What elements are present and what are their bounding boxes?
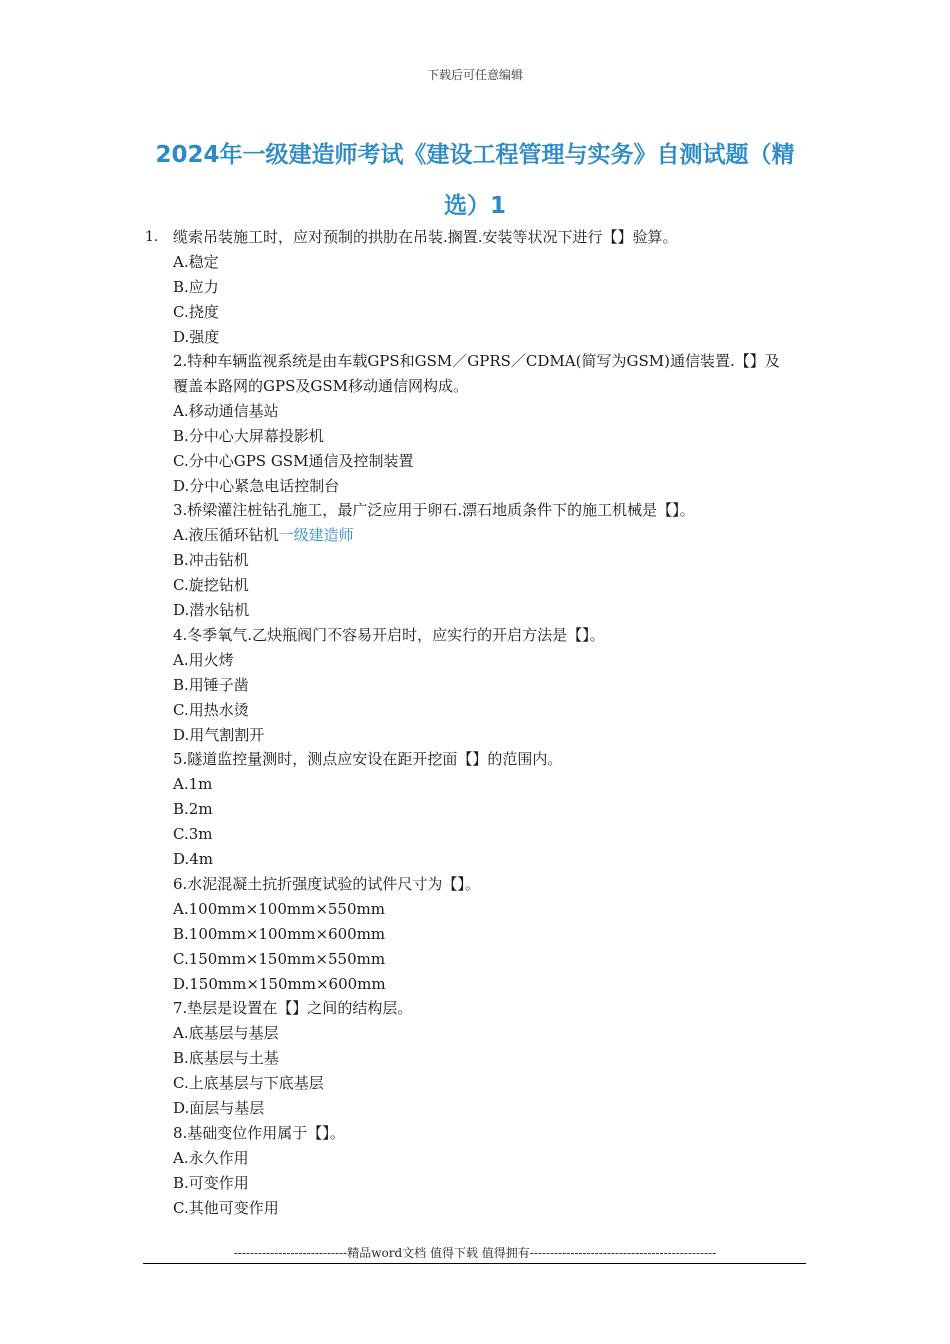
question-8-option-b: B.可变作用 <box>173 1174 249 1192</box>
page-footer-text: ----------------------------精品word文档 值得下载 值得拥有---------------------------------------------- <box>233 1246 717 1260</box>
question-7-option-b: B.底基层与土基 <box>173 1049 279 1067</box>
question-1-option-d: D.强度 <box>173 328 220 346</box>
question-2-option-c: C.分中心GPS GSM通信及控制装置 <box>173 452 414 470</box>
question-1-stem: 缆索吊装施工时，应对预制的拱肋在吊装.搁置.安装等状况下进行【】验算。 <box>173 228 678 246</box>
question-3-option-d: D.潜水钻机 <box>173 601 250 619</box>
question-8-stem: 8.基础变位作用属于【】。 <box>173 1124 345 1142</box>
question-8-option-c: C.其他可变作用 <box>173 1199 279 1217</box>
question-4-stem: 4.冬季氧气.乙炔瓶阀门不容易开启时，应实行的开启方法是【】。 <box>173 626 605 644</box>
question-5-option-b: B.2m <box>173 800 213 818</box>
question-3-option-c: C.旋挖钻机 <box>173 576 249 594</box>
question-5-stem: 5.隧道监控量测时，测点应安设在距开挖面【】的范围内。 <box>173 750 563 768</box>
question-2-option-b: B.分中心大屏幕投影机 <box>173 427 324 445</box>
question-4-option-a: A.用火烤 <box>173 651 234 669</box>
question-1-option-b: B.应力 <box>173 278 219 296</box>
page-header-note: 下载后可任意编辑 <box>426 68 523 82</box>
question-2-option-a: A.移动通信基站 <box>173 402 279 420</box>
question-6-option-c: C.150mm×150mm×550mm <box>173 950 386 968</box>
question-2-option-d: D.分中心紧急电话控制台 <box>173 477 340 495</box>
question-4-option-d: D.用气割割开 <box>173 726 265 744</box>
question-7-stem: 7.垫层是设置在【】之间的结构层。 <box>173 999 413 1017</box>
question-7-option-d: D.面层与基层 <box>173 1099 265 1117</box>
question-1-option-a: A.稳定 <box>173 253 219 271</box>
question-3-option-a-text: A.液压循环钻机 <box>173 526 279 544</box>
question-5-option-c: C.3m <box>173 825 213 843</box>
question-3-stem: 3.桥梁灌注桩钻孔施工，最广泛应用于卵石.漂石地质条件下的施工机械是【】。 <box>173 501 695 519</box>
question-4-option-b: B.用锤子凿 <box>173 676 249 694</box>
question-3-option-a <box>173 523 813 548</box>
question-4-option-c: C.用热水烫 <box>173 701 249 719</box>
document-title <box>140 130 810 232</box>
question-6-stem: 6.水泥混凝土抗折强度试验的试件尺寸为【】。 <box>173 875 480 893</box>
title-line-2: 选）1 <box>443 193 506 219</box>
question-5-option-a: A.1m <box>173 775 213 793</box>
question-5-option-d: D.4m <box>173 850 214 868</box>
question-3-option-b: B.冲击钻机 <box>173 551 249 569</box>
keyword-link[interactable]: 一级建造师 <box>278 526 354 544</box>
question-1-number: 1. <box>145 229 159 245</box>
question-7-option-a: A.底基层与基层 <box>173 1024 279 1042</box>
question-2-stem-line-1: 2.特种车辆监视系统是由车载GPS和GSM／GPRS／CDMA(简写为GSM)通信装置.【】及 <box>173 352 780 370</box>
question-1-option-c: C.挠度 <box>173 303 219 321</box>
question-6-option-d: D.150mm×150mm×600mm <box>173 975 386 993</box>
title-line-1: 2024年一级建造师考试《建设工程管理与实务》自测试题（精 <box>155 142 795 168</box>
question-2-stem-line-2: 覆盖本路网的GPS及GSM移动通信网构成。 <box>173 377 468 395</box>
footer-divider <box>143 1263 806 1264</box>
question-7-option-c: C.上底基层与下底基层 <box>173 1074 324 1092</box>
question-6-option-a: A.100mm×100mm×550mm <box>173 900 385 918</box>
question-6-option-b: B.100mm×100mm×600mm <box>173 925 386 943</box>
question-8-option-a: A.永久作用 <box>173 1149 249 1167</box>
